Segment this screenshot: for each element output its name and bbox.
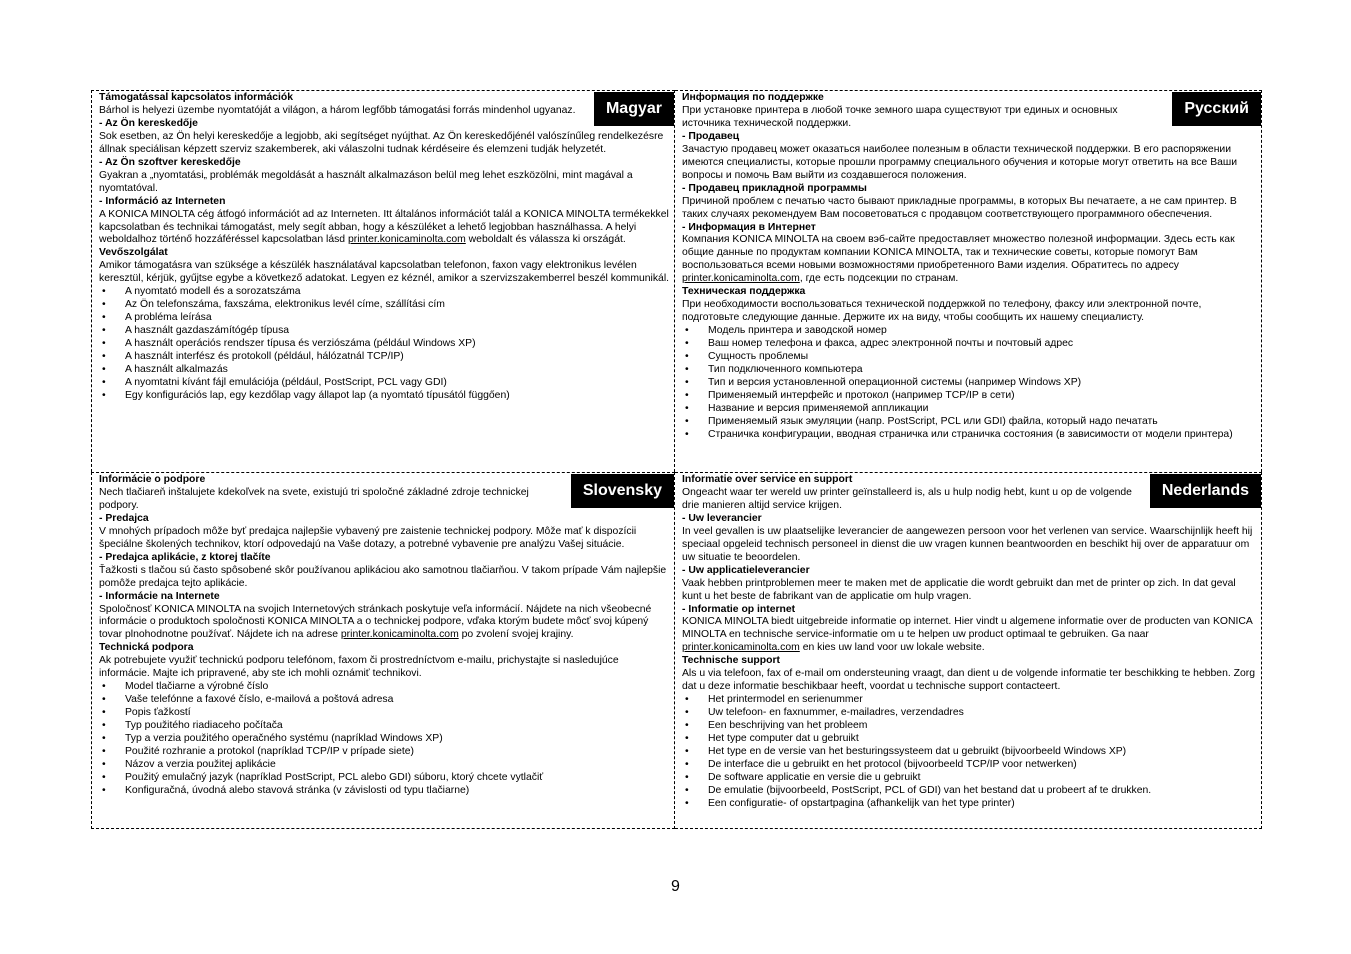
- list-item: • De software applicatie en versie die u gebruikt: [682, 772, 1257, 785]
- subheading-dealer: - Az Ön kereskedője: [99, 117, 198, 129]
- list-item: • Тип и версия установленной операционной системы (например Windows XP): [682, 377, 1257, 390]
- support-checklist: [99, 681, 670, 798]
- internet-text-start: KONICA MINOLTA biedt uitgebreide informatie op internet. Hier vindt u algemene informatie over de producten van KONICA MINOLTA en technische service-informatie om u te helpen uw product optimaal te gebruiken. Ga naar: [682, 616, 1253, 641]
- list-item: • Model tlačiarne a výrobné číslo: [99, 681, 670, 694]
- website-link[interactable]: printer.konicaminolta.com: [340, 629, 459, 641]
- list-item: • A probléma leírása: [99, 312, 670, 325]
- section-content: [92, 91, 674, 403]
- list-item: • A használt interfész és protokoll (például, hálózatnál TCP/IP): [99, 351, 670, 364]
- list-item: • Een configuratie- of opstartpagina (afhankelijk van het type printer): [682, 798, 1257, 811]
- dealer-text: Зачастую продавец может оказаться наиболее полезным в области технической поддержки. В его распоряжении имеются специалисты, которые прошли программу специального обучения и которые могут ответить на все Ваши вопросы и помочь Вам выйти из создавшегося положения.: [682, 143, 1238, 181]
- subheading-internet: - Információ az Interneten: [99, 195, 226, 207]
- subheading-support: Technická podpora: [99, 642, 194, 654]
- list-item: • A használt alkalmazás: [99, 364, 670, 377]
- list-item: • Názov a verzia použitej aplikácie: [99, 759, 670, 772]
- list-item: • De emulatie (bijvoorbeeld, PostScript, PCL of GDI) van het bestand dat u probeert af te drukken.: [682, 785, 1257, 798]
- subheading-internet: - Informácie na Internete: [99, 590, 220, 602]
- list-item: • Egy konfigurációs lap, egy kezdőlap vagy állapot lap (a nyomtató típusától függően): [99, 390, 670, 403]
- intro-text: При установке принтера в любой точке земного шара существуют три единых и основных источника технической поддержки.: [682, 104, 1118, 129]
- section-title: Информация по поддержке: [682, 92, 824, 103]
- section-magyar: [91, 90, 675, 472]
- software-text: Gyakran a „nyomtatási„ problémák megoldását a használt alkalmazáson belül meg lehet eszközölni, mint magával a nyomtatóval.: [99, 169, 633, 194]
- subheading-support: Vevőszolgálat: [99, 247, 168, 259]
- list-item: • Ваш номер телефона и факса, адрес электронной почты и почтовый адрес: [682, 338, 1257, 351]
- support-text: Ak potrebujete využiť technickú podporu telefónom, faxom či prostredníctvom e-mailu, prichystajte si nasledujúce informácie. Majte ich pripravené, aby ste ich mohli oznámiť technikovi.: [99, 655, 619, 680]
- list-item: • De interface die u gebruikt en het protocol (bijvoorbeeld TCP/IP voor netwerken): [682, 759, 1257, 772]
- section-russian: [675, 90, 1262, 472]
- intro-text: Ongeacht waar ter wereld uw printer geïnstalleerd is, als u hulp nodig hebt, kunt u op de volgende drie manieren altijd service krijgen.: [682, 486, 1132, 511]
- list-item: • Az Ön telefonszáma, faxszáma, elektronikus levél címe, szállítási cím: [99, 299, 670, 312]
- support-checklist: [682, 325, 1257, 442]
- list-item: • Het printermodel en serienummer: [682, 694, 1257, 707]
- internet-text-end: , где есть подсекции по странам.: [799, 273, 959, 285]
- section-content: [675, 91, 1261, 442]
- section-content: [675, 473, 1261, 811]
- list-item: • Vaše telefónne a faxové číslo, e-mailová a poštová adresa: [99, 694, 670, 707]
- page-number: 9: [671, 878, 680, 895]
- subheading-dealer: - Продавец: [682, 130, 740, 142]
- list-item: • Страничка конфигурации, вводная страничка или страничка состояния (в зависимости от модели принтера): [682, 429, 1257, 442]
- support-checklist: [99, 286, 670, 403]
- list-item: • Typ použitého riadiaceho počítača: [99, 720, 670, 733]
- subheading-dealer: - Predajca: [99, 512, 149, 524]
- list-item: • Použité rozhranie a protokol (napríklad TCP/IP v prípade siete): [99, 746, 670, 759]
- intro-text: Nech tlačiareň inštalujete kdekoľvek na svete, existujú tri spoločné základné zdroje technickej podpory.: [99, 486, 529, 511]
- list-item: • Модель принтера и заводской номер: [682, 325, 1257, 338]
- list-item: • Použitý emulačný jazyk (napríklad PostScript, PCL alebo GDI) súboru, ktorý chcete vytlačiť: [99, 772, 670, 785]
- subheading-support: Техническая поддержка: [682, 286, 806, 298]
- list-item: • Typ a verzia použitého operačného systému (napríklad Windows XP): [99, 733, 670, 746]
- support-text: Amikor támogatásra van szüksége a készülék használatával kapcsolatban telefonon, faxon vagy elektronikus levélen keresztül, kérjük, gyűjtse egybe a következő adatokat. Legyen ez kéznél, amikor a szervizszakemberrel beszél kommunikál.: [99, 260, 670, 285]
- support-text: Als u via telefoon, fax of e-mail om ondersteuning vraagt, dan dient u de volgende informatie ter beschikking te hebben. Zorg dat u deze informatie beschikbaar heeft, voordat u technische support contacteert.: [682, 668, 1255, 693]
- dealer-text: Sok esetben, az Ön helyi kereskedője a legjobb, aki segítséget nyújthat. Az Ön kereskedőjénél valószínűleg rendelkezésre állnak speciálisan képzett szerviz szakemberek, aki válaszolni tudnak kérdéseire és elemzeni tudják helyzetét.: [99, 130, 664, 155]
- internet-text-start: A KONICA MINOLTA cég átfogó információt ad az Interneten. Itt általános információt talál a KONICA MINOLTA termékekkel kapcsolatban és technikai támogatást, mely segít abban, hogy a készüléket a lehető legjobban használhassa. A helyi weboldalhoz történő hozzáféréssel kapcsolatban lásd: [99, 208, 669, 246]
- list-item: • Een beschrijving van het probleem: [682, 720, 1257, 733]
- subheading-support: Technische support: [682, 655, 780, 667]
- list-item: • A nyomtató modell és a sorozatszáma: [99, 286, 670, 299]
- software-text: Причиной проблем с печатью часто бывают прикладные программы, в которых Вы печатаете, а не сам принтер. В таких случаях рекомендуем Вам посоветоваться с продавцом соответствующего программного обеспечения.: [682, 195, 1237, 220]
- support-text: При необходимости воспользоваться технической поддержкой по телефону, факсу или электронной почте, подготовьте следующие данные. Держите их на виду, чтобы сообщить их нашему специалисту.: [682, 299, 1202, 324]
- website-link[interactable]: printer.konicaminolta.com: [347, 234, 466, 246]
- list-item: • Het type computer dat u gebruikt: [682, 733, 1257, 746]
- website-link[interactable]: printer.konicaminolta.com: [682, 642, 800, 654]
- software-text: Ťažkosti s tlačou sú často spôsobené skôr používanou aplikáciou ako samotnou tlačiarňou. V takom prípade Vám najlepšie pomôže predajca tejto aplikácie.: [99, 564, 667, 589]
- list-item: • A használt gazdaszámítógép típusa: [99, 325, 670, 338]
- internet-text-end: weboldalt és válassza ki országát.: [465, 234, 626, 246]
- internet-text: [99, 604, 670, 643]
- subheading-dealer: - Uw leverancier: [682, 512, 762, 524]
- list-item: • Применяемый интерфейс и протокол (например TCP/IP в сети): [682, 390, 1257, 403]
- section-title: Informácie o podpore: [99, 474, 206, 485]
- dealer-text: In veel gevallen is uw plaatselijke leverancier de aangewezen persoon voor het verlenen van service. Waarschijnlijk heeft hij speciaal opgeleid technisch personeel in dienst die uw vragen kunnen beantwoorden en beschikt hij over de apparatuur om uw situatie te beoordelen.: [682, 525, 1253, 563]
- subheading-software: - Uw applicatieleverancier: [682, 564, 810, 576]
- subheading-software: - Продавец прикладной программы: [682, 182, 867, 194]
- language-label: Nederlands: [1150, 474, 1261, 508]
- list-item: • Применяемый язык эмуляции (напр. PostScript, PCL или GDI) файла, который надо печатать: [682, 416, 1257, 429]
- intro-text: Bárhol is helyezi üzembe nyomtatóját a világon, a három legfőbb támogatási forrás mindenhol ugyanaz.: [99, 104, 576, 116]
- section-slovak: [91, 472, 675, 829]
- software-text: Vaak hebben printproblemen meer te maken met de applicatie die wordt gebruikt dan met de printer op zich. In dat geval kunt u het beste de fabrikant van de applicatie om hulp vragen.: [682, 577, 1236, 602]
- list-item: • Сущность проблемы: [682, 351, 1257, 364]
- language-label: Slovensky: [571, 474, 674, 508]
- internet-text-end: po zvolení svojej krajiny.: [458, 629, 574, 641]
- list-item: • Uw telefoon- en faxnummer, e-mailadres, verzendadres: [682, 707, 1257, 720]
- list-item: • Het type en de versie van het besturingssysteem dat u gebruikt (bijvoorbeeld Windows XP): [682, 746, 1257, 759]
- subheading-software: - Predajca aplikácie, z ktorej tlačíte: [99, 551, 271, 563]
- internet-text: [99, 209, 670, 248]
- section-content: [92, 473, 674, 798]
- section-dutch: [675, 472, 1262, 829]
- subheading-internet: - Informatie op internet: [682, 603, 796, 615]
- dealer-text: V mnohých prípadoch môže byť predajca najlepšie vybavený pre zaistenie technickej podpory. Môže mať k dispozícii špeciálne školených technikov, ktorí odpovedajú na Vaše dotazy, a potrebné vybavenie pre analýzu Vašej situácie.: [99, 525, 637, 550]
- internet-text-start: Компания KONICA MINOLTA на своем вэб-сайте предоставляет множество полезной информации. Здесь есть как общие данные по продуктам компании KONICA MINOLTA, так и технические советы, которые помогут Вам воспользоваться всеми новыми возможностями приобретенного Вами изделия. Обратитесь по адресу: [682, 234, 1235, 272]
- list-item: • Popis ťažkostí: [99, 707, 670, 720]
- subheading-software: - Az Ön szoftver kereskedője: [99, 156, 241, 168]
- list-item: • Тип подключенного компьютера: [682, 364, 1257, 377]
- support-checklist: [682, 694, 1257, 811]
- internet-text-end: en kies uw land voor uw lokale website.: [799, 642, 985, 654]
- section-title: Informatie over service en support: [682, 474, 853, 485]
- subheading-internet: - Информация в Интернет: [682, 221, 816, 233]
- list-item: • Konfiguračná, úvodná alebo stavová stránka (v závislosti od typu tlačiarne): [99, 785, 670, 798]
- section-title: Támogatással kapcsolatos információk: [99, 92, 294, 103]
- internet-text: [682, 616, 1257, 655]
- internet-text-start: Spoločnosť KONICA MINOLTA na svojich Internetových stránkach poskytuje veľa informácií. Nájdete na nich všeobecné informácie o produktoch spoločnosti KONICA MINOLTA a o technickej podpore, vďaka ktorým budete môcť svoj kúpený tovar plnohodnotne používať. Nájdete ich na adrese: [99, 603, 652, 641]
- language-label: Русский: [1172, 92, 1261, 126]
- internet-text: [682, 234, 1257, 286]
- list-item: • A használt operációs rendszer típusa és verziószáma (például Windows XP): [99, 338, 670, 351]
- website-link[interactable]: printer.konicaminolta.com: [682, 273, 800, 285]
- language-label: Magyar: [594, 92, 674, 126]
- list-item: • Название и версия применяемой аппликации: [682, 403, 1257, 416]
- list-item: • A nyomtatni kívánt fájl emulációja (például, PostScript, PCL vagy GDI): [99, 377, 670, 390]
